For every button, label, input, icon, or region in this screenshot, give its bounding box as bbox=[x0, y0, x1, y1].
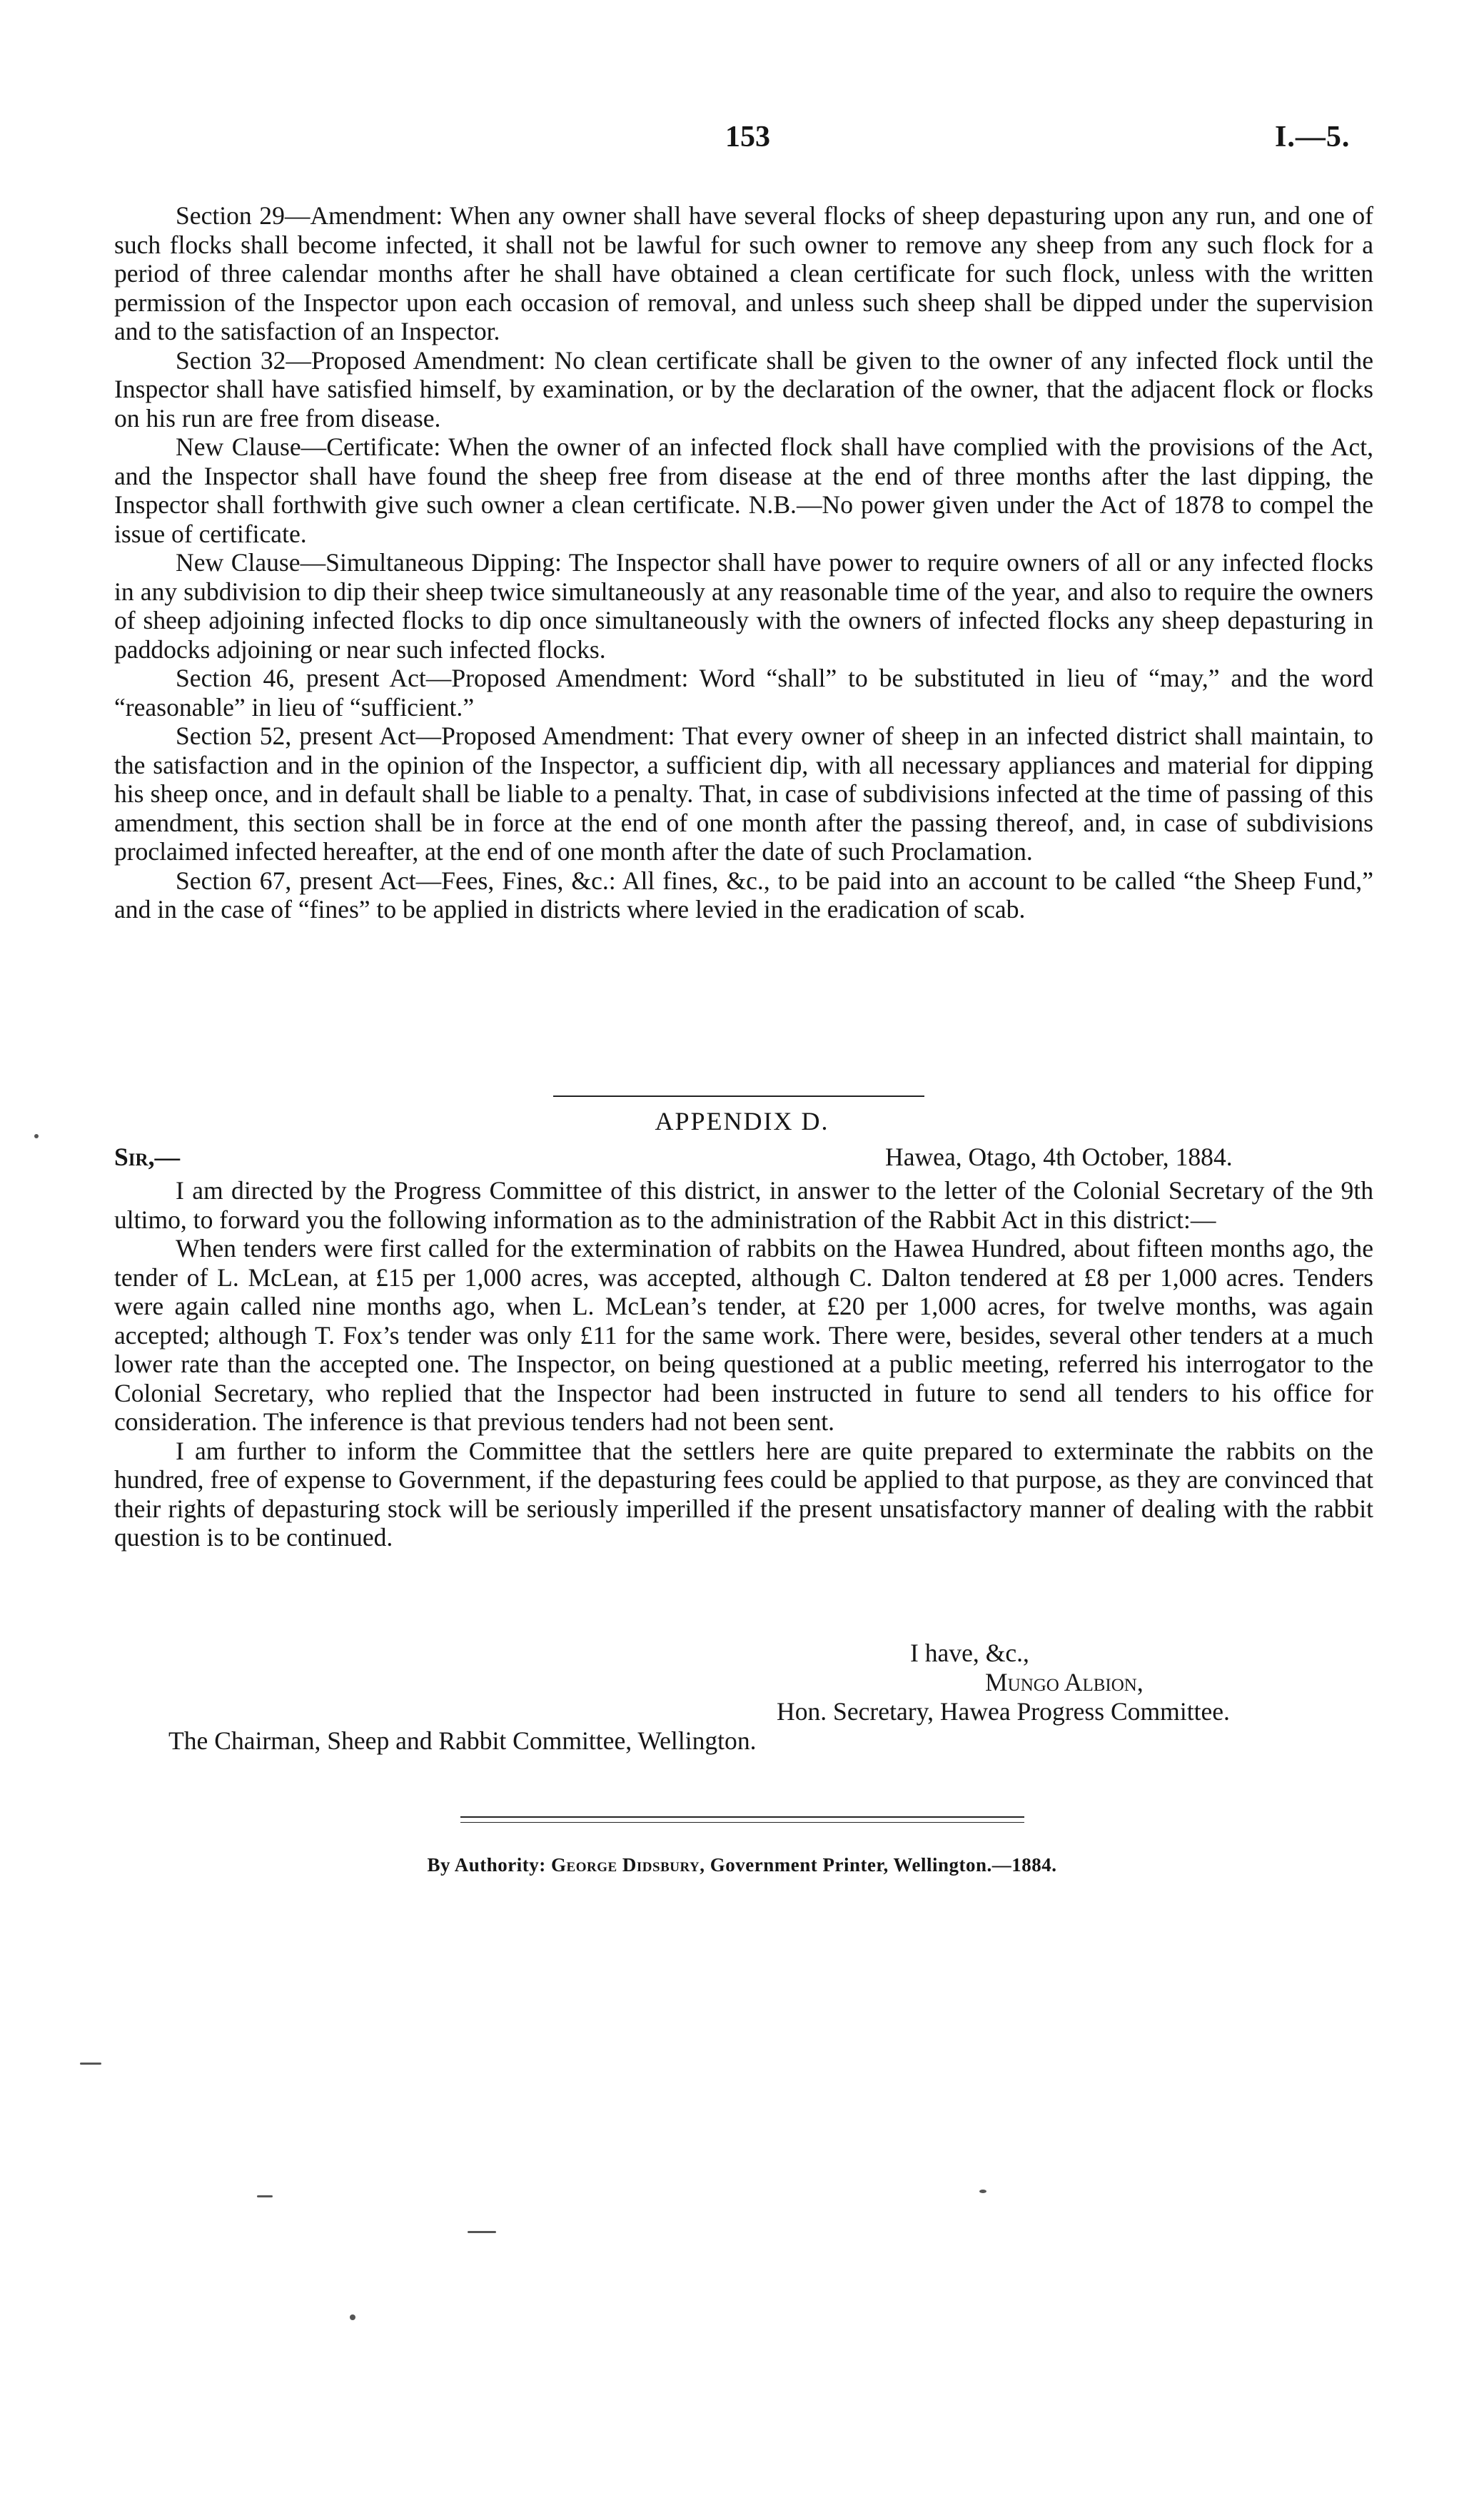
margin-speck bbox=[34, 1134, 39, 1138]
paper-reference: I.—5. bbox=[1275, 121, 1351, 153]
salutation: Sir,— bbox=[114, 1143, 181, 1171]
margin-speck bbox=[468, 2231, 496, 2233]
imprint-divider-bottom bbox=[460, 1822, 1024, 1823]
signatory: Mungo Albion, bbox=[985, 1668, 1144, 1696]
imprint-printer: George Didsbury, bbox=[551, 1854, 705, 1876]
addressee: The Chairman, Sheep and Rabbit Committee, Wellington. bbox=[168, 1726, 757, 1755]
amendment-paragraph: Section 29—Amendment: When any owner shall have several flocks of sheep depasturing upon any run, and one of such flocks shall become infected, it shall not be lawful for such owner to remove any sheep from any such flock for a period of three calendar months after he shall have obtained a clean certificate for such flock, unless with the written permission of the Inspector upon each occasion of removal, and unless such sheep shall be dipped under the supervision and to the satisfaction of an Inspector. bbox=[114, 201, 1373, 345]
dateline: Hawea, Otago, 4th October, 1884. bbox=[885, 1143, 1233, 1171]
amendment-paragraph: Section 46, present Act—Proposed Amendment: Word “shall” to be substituted in lieu of “may,” and the word “reasonable” in lieu of “sufficient.” bbox=[114, 664, 1373, 722]
margin-speck bbox=[350, 2314, 355, 2320]
amendment-paragraph: New Clause—Simultaneous Dipping: The Inspector shall have power to require owners of all or any infected flocks in any subdivision to dip their sheep twice simultaneously at any reasonable time of the year, and also to require the owners of sheep adjoining infected flocks to dip once simultaneously with the owners of infected flocks any sheep depasturing in paddocks adjoining or near such infected flocks. bbox=[114, 548, 1373, 664]
closing: I have, &c., bbox=[910, 1639, 1029, 1667]
appendix-title: APPENDIX D. bbox=[655, 1107, 829, 1135]
letter-paragraph: When tenders were first called for the extermination of rabbits on the Hawea Hundred, about fifteen months ago, the tender of L. McLean, at £15 per 1,000 acres, was accepted, although C. Dalton tendered at £8 per 1,000 acres. Tenders were again called nine months ago, when L. McLean’s tender, at £20 per 1,000 acres, for twelve months, was again accepted; although T. Fox’s tender was only £11 for the same work. There were, besides, several other tenders at a much lower rate than the accepted one. The Inspector, on being questioned at a public meeting, referred his interrogator to the Colonial Secretary, who replied that the Inspector had been instructed in future to send all tenders to his office for consideration. The inference is that previous tenders had not been sent. bbox=[114, 1234, 1373, 1436]
printer-imprint bbox=[0, 1854, 1484, 1876]
imprint-prefix: By Authority: bbox=[427, 1854, 546, 1876]
signatory-title: Hon. Secretary, Hawea Progress Committee. bbox=[777, 1697, 1230, 1726]
letter-paragraph: I am further to inform the Committee that the settlers here are quite prepared to exterminate the rabbits on the hundred, free of expense to Government, if the depasturing fees could be applied to that purpose, as they are convinced that their rights of depasturing stock will be seriously imperilled if the present unsatisfactory manner of dealing with the rabbit question is to be continued. bbox=[114, 1436, 1373, 1552]
imprint-divider-top bbox=[460, 1816, 1024, 1818]
amendment-paragraph: New Clause—Certificate: When the owner of an infected flock shall have complied with the provisions of the Act, and the Inspector shall have found the sheep free from disease at the end of three months after the last dipping, the Inspector shall forthwith give such owner a clean certificate. N.B.—No power given under the Act of 1878 to compel the issue of certificate. bbox=[114, 432, 1373, 548]
margin-speck bbox=[80, 2063, 101, 2065]
margin-speck bbox=[979, 2190, 986, 2193]
amendment-paragraph: Section 52, present Act—Proposed Amendment: That every owner of sheep in an infected district shall maintain, to the satisfaction and in the opinion of the Inspector, a sufficient dip, with all necessary appliances and material for dipping his sheep once, and in default shall be liable to a penalty. That, in case of subdivisions infected at the time of passing of this amendment, this section shall be in force at the end of one month after the passing thereof, and, in case of subdivisions proclaimed infected hereafter, at the end of one month after the date of such Proclamation. bbox=[114, 722, 1373, 866]
section-divider bbox=[553, 1095, 924, 1097]
amendments-section bbox=[114, 201, 1373, 924]
amendment-paragraph: Section 32—Proposed Amendment: No clean certificate shall be given to the owner of any infected flock until the Inspector shall have satisfied himself, by examination, or by the declaration of the owner, that the adjacent flock or flocks on his run are free from disease. bbox=[114, 345, 1373, 432]
margin-speck bbox=[257, 2195, 273, 2197]
page-header bbox=[0, 120, 1484, 163]
amendment-paragraph: Section 67, present Act—Fees, Fines, &c.: All fines, &c., to be paid into an account to be called “the Sheep Fund,” and in the case of “fines” to be applied in districts where levied in the eradication of scab. bbox=[114, 866, 1373, 924]
page-number: 153 bbox=[725, 121, 770, 153]
letter-paragraph: I am directed by the Progress Committee of this district, in answer to the letter of the Colonial Secretary of the 9th ultimo, to forward you the following information as to the administration of the Rabbit Act in this district:— bbox=[114, 1176, 1373, 1234]
imprint-suffix: Government Printer, Wellington.—1884. bbox=[710, 1854, 1057, 1876]
letter-body bbox=[114, 1176, 1373, 1552]
